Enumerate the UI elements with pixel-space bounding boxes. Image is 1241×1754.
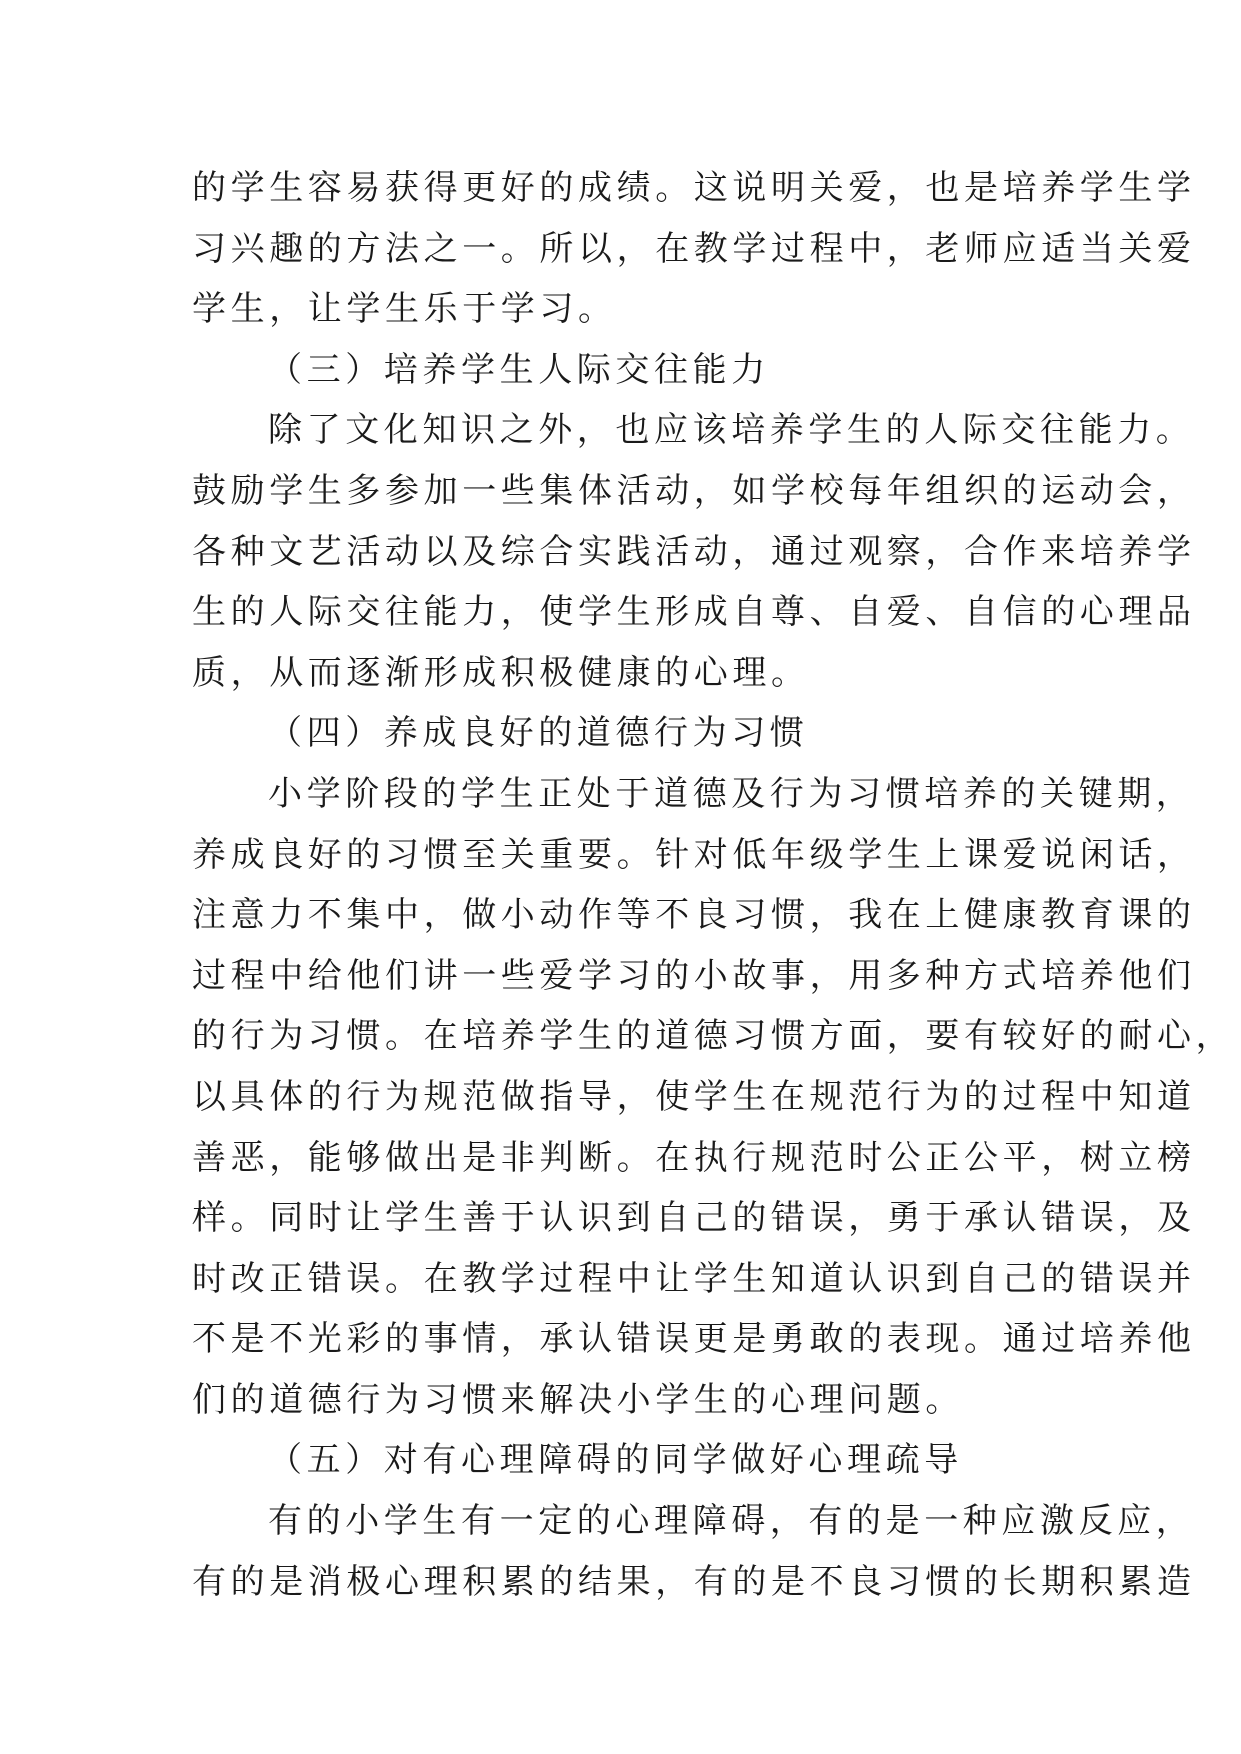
text-line: 过程中给他们讲一些爱学习的小故事，用多种方式培养他们 xyxy=(192,955,1196,996)
text-line: 除了文化知识之外，也应该培养学生的人际交往能力。 xyxy=(268,410,1195,451)
section-heading: （五）对有心理障碍的同学做好心理疏导 xyxy=(268,1440,963,1481)
text-line: 质，从而逐渐形成积极健康的心理。 xyxy=(192,652,810,693)
text-line: 的行为习惯。在培养学生的道德习惯方面，要有较好的耐心， xyxy=(192,1016,1235,1057)
text-line: 以具体的行为规范做指导，使学生在规范行为的过程中知道 xyxy=(192,1076,1196,1117)
text-line: 各种文艺活动以及综合实践活动，通过观察，合作来培养学 xyxy=(192,531,1196,572)
text-line: 注意力不集中，做小动作等不良习惯，我在上健康教育课的 xyxy=(192,895,1196,936)
text-line: 时改正错误。在教学过程中让学生知道认识到自己的错误并 xyxy=(192,1258,1196,1299)
text-line: 的学生容易获得更好的成绩。这说明关爱，也是培养学生学 xyxy=(192,168,1196,208)
text-line: 学生，让学生乐于学习。 xyxy=(192,289,617,330)
text-line: 习兴趣的方法之一。所以，在教学过程中，老师应适当关爱 xyxy=(192,228,1196,269)
text-line: 有的小学生有一定的心理障碍，有的是一种应激反应， xyxy=(268,1501,1195,1542)
text-line: 善恶，能够做出是非判断。在执行规范时公正公平，树立榜 xyxy=(192,1137,1196,1178)
text-line: 鼓励学生多参加一些集体活动，如学校每年组织的运动会， xyxy=(192,470,1196,511)
text-line: 小学阶段的学生正处于道德及行为习惯培养的关键期， xyxy=(268,773,1195,814)
text-line: 样。同时让学生善于认识到自己的错误，勇于承认错误，及 xyxy=(192,1198,1196,1239)
section-heading: （四）养成良好的道德行为习惯 xyxy=(268,713,809,754)
text-line: 有的是消极心理积累的结果，有的是不良习惯的长期积累造 xyxy=(192,1561,1196,1602)
text-line: 们的道德行为习惯来解决小学生的心理问题。 xyxy=(192,1379,964,1420)
text-line: 不是不光彩的事情，承认错误更是勇敢的表现。通过培养他 xyxy=(192,1319,1196,1360)
body-text xyxy=(192,158,1235,1612)
text-line: 养成良好的习惯至关重要。针对低年级学生上课爱说闲话， xyxy=(192,834,1196,875)
section-heading: （三）培养学生人际交往能力 xyxy=(268,349,770,390)
text-line: 生的人际交往能力，使学生形成自尊、自爱、自信的心理品 xyxy=(192,592,1196,633)
